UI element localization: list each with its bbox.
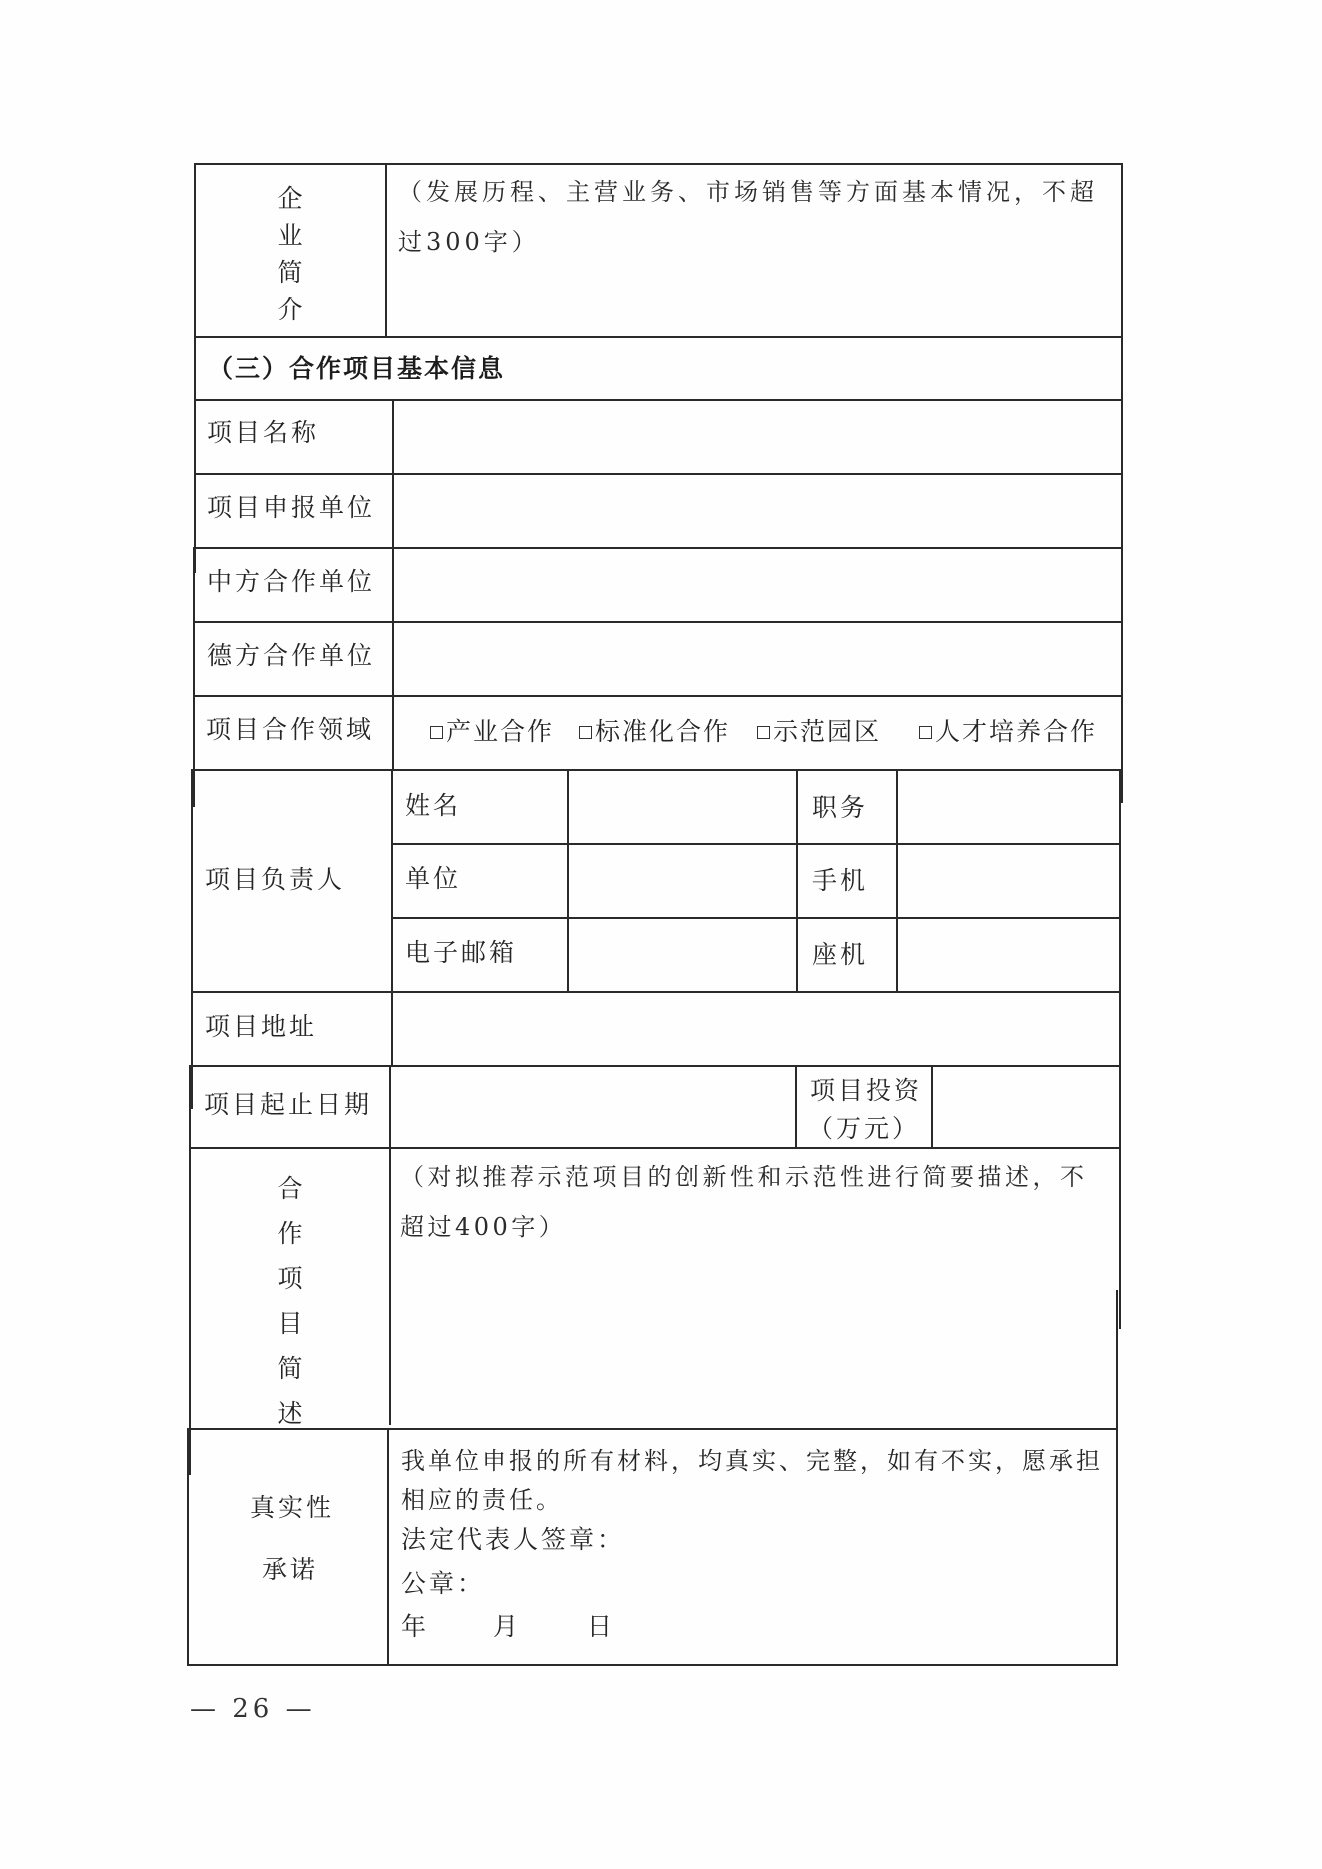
table-rule [194, 399, 1123, 401]
table-rule [193, 695, 1123, 697]
table-rule [193, 547, 1123, 549]
table-rule [193, 621, 1123, 623]
table-rule [795, 1065, 797, 1149]
table-rule [194, 163, 196, 573]
table-rule [190, 1065, 1120, 1067]
project-dates-label: 项目起止日期 [204, 1090, 373, 1119]
checkbox-icon[interactable] [579, 726, 592, 739]
table-rule [896, 769, 898, 991]
date-month: 月 [493, 1612, 522, 1641]
german-partner-label: 德方合作单位 [207, 641, 376, 670]
table-rule [391, 769, 393, 1065]
table-rule [194, 473, 1123, 475]
company-intro-label [275, 180, 305, 328]
label-char: 企 [277, 184, 303, 213]
cooperation-options [430, 712, 1110, 744]
table-rule [193, 547, 195, 807]
leader-email-label: 电子邮箱 [405, 938, 518, 967]
investment-unit-label: （万元） [808, 1114, 921, 1143]
legal-rep-signature: 法定代表人签章： [401, 1525, 626, 1554]
project-name-label: 项目名称 [207, 418, 320, 447]
option-talent-training[interactable] [919, 712, 1097, 748]
table-rule [567, 769, 569, 991]
label-char: 项 [277, 1264, 303, 1293]
table-rule [188, 1428, 1117, 1430]
label-char: 目 [277, 1309, 303, 1338]
page-number: — 26 — [190, 1694, 316, 1724]
table-rule [192, 769, 1122, 771]
chinese-partner-label: 中方合作单位 [207, 567, 376, 596]
date-day: 日 [587, 1612, 616, 1641]
label-char: 作 [277, 1219, 303, 1248]
project-leader-label: 项目负责人 [205, 865, 346, 894]
table-rule [931, 1065, 933, 1149]
pledge-label-line1: 真实性 [250, 1493, 335, 1522]
table-rule [391, 843, 1121, 845]
project-summary-label [275, 1166, 305, 1436]
option-label: 人才培养合作 [935, 717, 1098, 746]
table-rule [391, 917, 1121, 919]
company-intro-hint: （发展历程、主营业务、市场销售等方面基本情况，不超过300字） [398, 178, 1098, 256]
table-rule [194, 336, 1123, 338]
table-rule [191, 991, 1121, 993]
table-rule [191, 769, 193, 1109]
leader-landline-label: 座机 [812, 940, 869, 969]
table-rule [1116, 1290, 1118, 1666]
table-rule [387, 1428, 389, 1666]
option-standardization[interactable] [579, 712, 730, 748]
leader-name-label: 姓名 [405, 791, 462, 820]
label-char: 述 [277, 1399, 303, 1428]
option-label: 产业合作 [446, 717, 555, 746]
leader-position-label: 职务 [812, 793, 869, 822]
label-char: 简 [277, 258, 303, 287]
table-rule [187, 1428, 189, 1666]
option-label: 示范园区 [773, 717, 882, 746]
option-industry[interactable] [430, 712, 554, 748]
leader-unit-label: 单位 [405, 864, 462, 893]
investment-label: 项目投资 [810, 1076, 923, 1105]
official-seal: 公章： [401, 1569, 486, 1598]
date-year: 年 [401, 1612, 430, 1641]
project-address-label: 项目地址 [205, 1012, 318, 1041]
applicant-unit-label: 项目申报单位 [207, 493, 376, 522]
table-rule [389, 1065, 391, 1425]
label-char: 介 [277, 295, 303, 324]
option-label: 标准化合作 [595, 717, 731, 746]
leader-mobile-label: 手机 [812, 866, 869, 895]
table-rule [392, 399, 394, 769]
label-char: 简 [277, 1354, 303, 1383]
option-demo-park[interactable] [757, 712, 881, 748]
project-summary-hint: （对拟推荐示范项目的创新性和示范性进行简要描述，不超过400字） [400, 1163, 1088, 1241]
cooperation-field-label: 项目合作领域 [206, 715, 375, 744]
table-rule [385, 163, 387, 338]
table-rule [190, 1147, 1120, 1149]
table-rule [796, 769, 798, 991]
table-rule [1119, 769, 1121, 1329]
label-char: 合 [277, 1174, 303, 1203]
table-rule [189, 1065, 191, 1475]
checkbox-icon[interactable] [430, 726, 443, 739]
table-rule [194, 163, 1123, 165]
checkbox-icon[interactable] [919, 726, 932, 739]
pledge-statement: 我单位申报的所有材料，均真实、完整，如有不实，愿承担相应的责任。 [401, 1447, 1103, 1514]
section-title: （三）合作项目基本信息 [208, 354, 506, 383]
table-rule [1121, 163, 1123, 803]
label-char: 业 [277, 221, 303, 250]
pledge-label-line2: 承诺 [262, 1555, 319, 1584]
table-rule [187, 1664, 1117, 1666]
checkbox-icon[interactable] [757, 726, 770, 739]
